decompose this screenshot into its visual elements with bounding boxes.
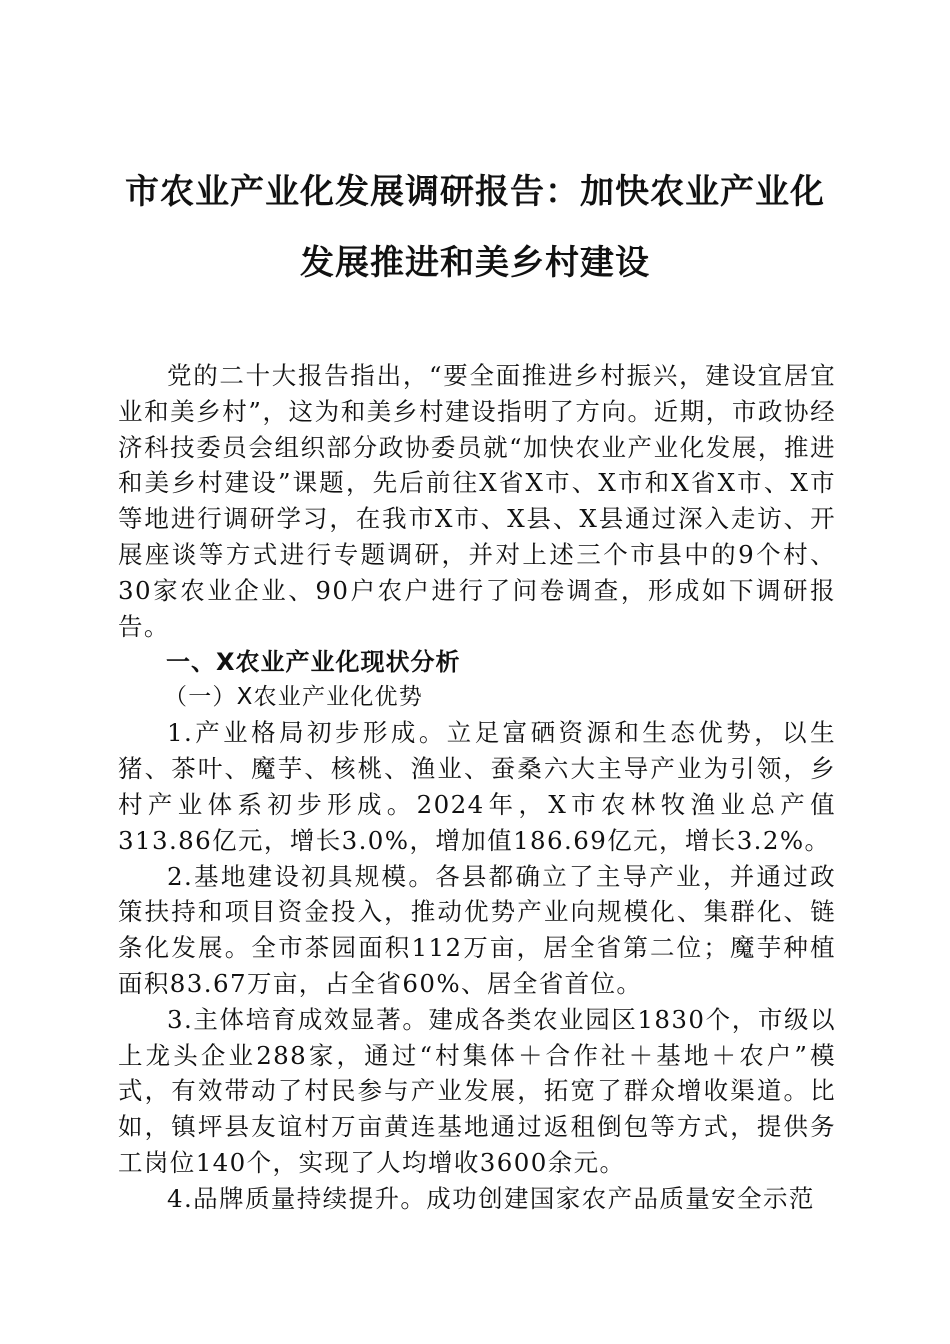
intro-paragraph: 党的二十大报告指出，“要全面推进乡村振兴，建设宜居宜业和美乡村”，这为和美乡村建设指明了方向。近期，市政协经济科技委员会组织部分政协委员就“加快农业产业化发展，推进和美乡村建设”课题，先后前往X省X市、X市和X省X市、X市等地进行调研学习，在我市X市、X县、X县通过深入走访、开展座谈等方式进行专题调研，并对上述三个市县中的9个村、30家农业企业、90户农户进行了问卷调查，形成如下调研报告。 (118, 361, 836, 641)
item-paragraph-3: 3.主体培育成效显著。建成各类农业园区1830个，市级以上龙头企业288家，通过“村集体＋合作社＋基地＋农户”模式，有效带动了村民参与产业发展，拓宽了群众增收渠道。比如，镇坪县友谊村万亩黄连基地通过返租倒包等方式，提供务工岗位140个，实现了人均增收3600余元。 (118, 1004, 836, 1177)
item-paragraph-1: 1.产业格局初步形成。立足富硒资源和生态优势，以生猪、茶叶、魔芋、核桃、渔业、蚕桑六大主导产业为引领，乡村产业体系初步形成。2024年，X市农林牧渔业总产值313.86亿元，增长3.0%，增加值186.69亿元，增长3.2%。 (118, 718, 836, 855)
document-body (118, 358, 836, 1217)
document-title-line-1: 市农业产业化发展调研报告：加快农业产业化 (125, 172, 825, 212)
section-heading: 一、X农业产业化现状分析 (166, 648, 461, 677)
document-title-line-2: 发展推进和美乡村建设 (300, 243, 650, 283)
item-paragraph-2: 2.基地建设初具规模。各县都确立了主导产业，并通过政策扶持和项目资金投入，推动优势产业向规模化、集群化、链条化发展。全市茶园面积112万亩，居全省第二位；魔芋种植面积83.67万亩，占全省60%、居全省首位。 (118, 861, 836, 998)
item-paragraph-4: 4.品牌质量持续提升。成功创建国家农产品质量安全示范 (167, 1183, 815, 1213)
subsection-heading: （一）X农业产业化优势 (164, 684, 423, 711)
